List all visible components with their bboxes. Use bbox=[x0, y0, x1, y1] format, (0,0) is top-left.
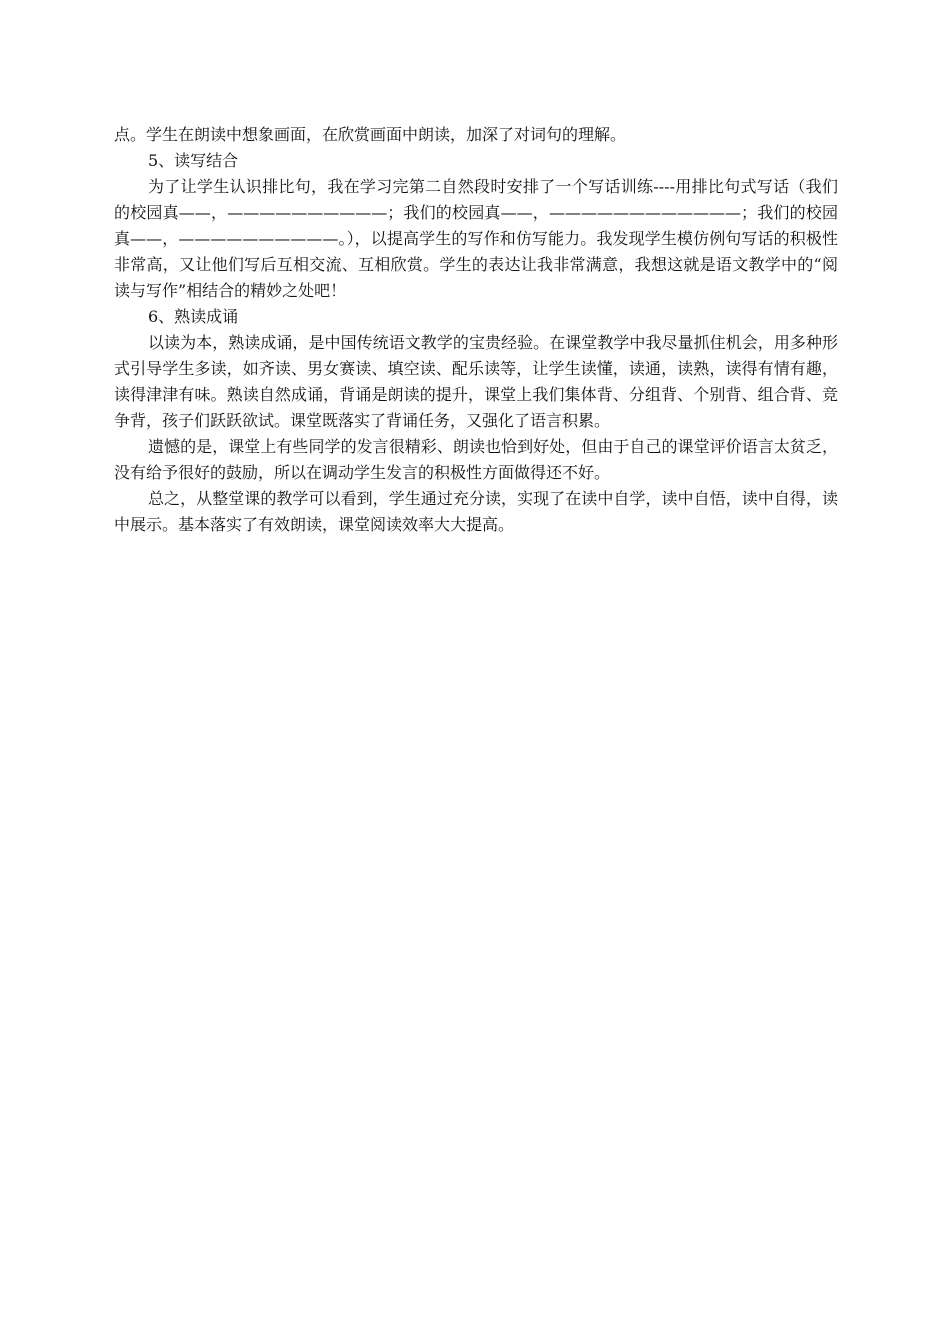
document-page bbox=[114, 122, 838, 538]
recitation-paragraph: 以读为本，熟读成诵，是中国传统语文教学的宝贵经验。在课堂教学中我尽量抓住机会，用多种形式引导学生多读，如齐读、男女赛读、填空读、配乐读等，让学生读懂，读通，读熟，读得有情有趣，读得津津有味。熟读自然成诵，背诵是朗读的提升，课堂上我们集体背、分组背、个别背、组合背、竞争背，孩子们跃跃欲试。课堂既落实了背诵任务，又强化了语言积累。 bbox=[114, 333, 838, 430]
reading-writing-paragraph: 为了让学生认识排比句，我在学习完第二自然段时安排了一个写话训练----用排比句式写话（我们的校园真——，——————————；我们的校园真——，————————————；我们的校园真——，——————————。），以提高学生的写作和仿写能力。我发现学生模仿例句写话的积极性非常高，又让他们写后互相交流、互相欣赏。学生的表达让我非常满意，我想这就是语文教学中的“阅读与写作”相结合的精妙之处吧！ bbox=[114, 177, 838, 300]
summary-paragraph: 总之，从整堂课的教学可以看到，学生通过充分读，实现了在读中自学，读中自悟，读中自得，读中展示。基本落实了有效朗读，课堂阅读效率大大提高。 bbox=[114, 489, 838, 534]
intro-paragraph: 点。学生在朗读中想象画面，在欣赏画面中朗读，加深了对词句的理解。 bbox=[114, 125, 627, 144]
regret-paragraph: 遗憾的是，课堂上有些同学的发言很精彩、朗读也恰到好处，但由于自己的课堂评价语言太贫乏，没有给予很好的鼓励，所以在调动学生发言的积极性方面做得还不好。 bbox=[114, 437, 838, 482]
section-heading-reading-writing: 5、读写结合 bbox=[148, 151, 239, 170]
section-heading-recitation: 6、熟读成诵 bbox=[148, 307, 239, 326]
